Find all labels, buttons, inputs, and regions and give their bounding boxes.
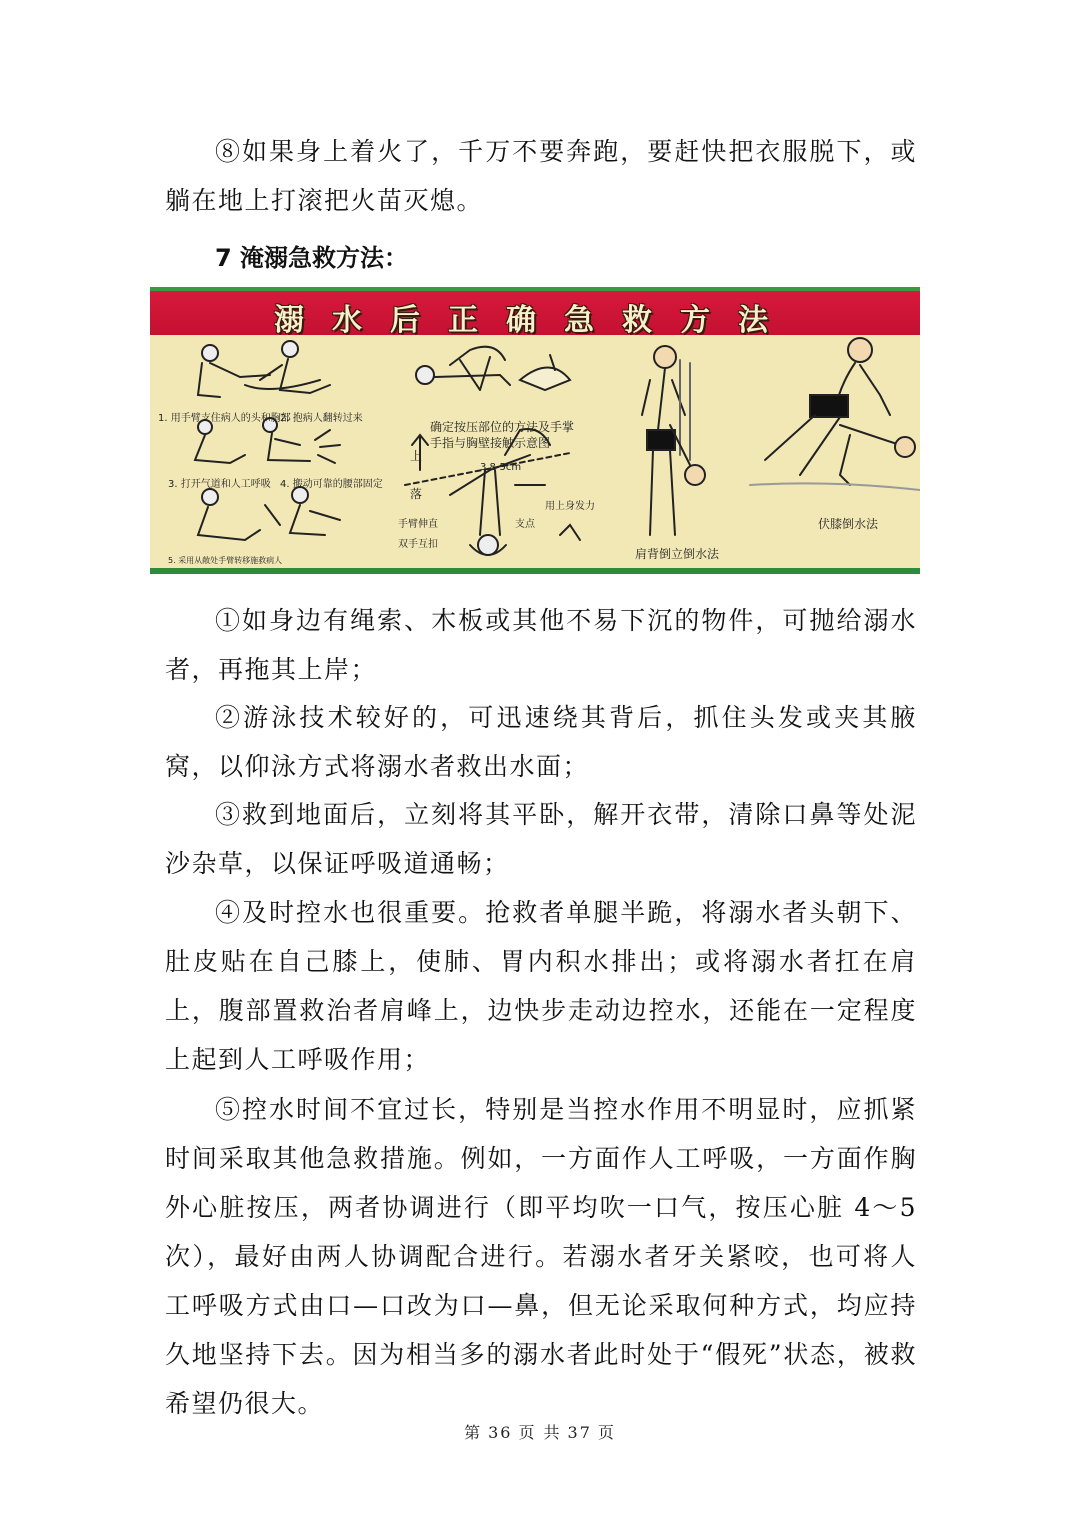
poster-illustrations	[150, 335, 920, 568]
caption-press-method: 确定按压部位的方法及手掌手指与胸壁接触示意图	[430, 420, 575, 450]
section-heading: 7 淹溺急救方法：	[215, 244, 409, 272]
footer-prefix: 第	[464, 1423, 483, 1442]
rescue-figure-1	[198, 341, 330, 397]
rescue-figure-3	[198, 487, 340, 540]
paragraph-step-5: ⑤控水时间不宜过长，特别是当控水作用不明显时，应抓紧时间采取其他急救措施。例如，一方面作人工呼吸，一方面作胸外心脏按压，两者协调进行（即平均吹一口气，按压心脏 4～5 次），最好由两人协调配合进行。若溺水者牙关紧咬，也可将人工呼吸方式由口—口改为口—鼻，但无论采取何种方式，均应持久地坚持下去。因为相当多的溺水者此时处于“假死”状态，被救希望仍很大。	[165, 1095, 917, 1418]
footer-current-page: 36	[488, 1423, 513, 1442]
footer-total-pages: 37	[567, 1423, 592, 1442]
paragraph-step-2: ②游泳技术较好的，可迅速绕其背后，抓住头发或夹其腋窝，以仰泳方式将溺水者救出水面；	[165, 703, 917, 781]
label-hands: 双手互扣	[398, 539, 438, 550]
poster-title: 溺水后正确急救方法	[274, 303, 796, 338]
caption-knee-method: 伏膝倒水法	[818, 517, 879, 531]
shoulder-method-figure	[642, 346, 705, 535]
rescue-poster	[150, 287, 920, 574]
poster-title-band	[150, 287, 920, 338]
paragraph-fire: ⑧如果身上着火了，千万不要奔跑，要赶快把衣服脱下，或躺在地上打滚把火苗灭熄。	[165, 137, 917, 215]
footer-mid: 页 共	[518, 1423, 562, 1442]
caption-step-2: 2. 抱病人翻转过来	[280, 413, 363, 424]
caption-step-3: 3. 打开气道和人工呼吸	[168, 479, 271, 490]
paragraph-step-1: ①如身边有绳索、木板或其他不易下沉的物件，可抛给溺水者，再拖其上岸；	[165, 606, 917, 684]
paragraph-step-3: ③救到地面后，立刻将其平卧，解开衣带，清除口鼻等处泥沙杂草，以保证呼吸道通畅；	[165, 800, 917, 878]
footer-suffix: 页	[597, 1423, 616, 1442]
paragraph-step-4: ④及时控水也很重要。抢救者单腿半跪，将溺水者头朝下、肚皮贴在自己膝上，使肺、胃内积水排出；或将溺水者扛在肩上，腹部置救治者肩峰上，边快步走动边控水，还能在一定程度上起到人工呼吸作用；	[165, 898, 917, 1074]
caption-step-5: 5. 采用从敞处手臂转移施救病人	[168, 556, 283, 565]
cpr-diagram-top	[416, 347, 570, 390]
rescue-figure-2	[195, 418, 340, 463]
caption-shoulder-method: 肩背倒立倒水法	[635, 547, 720, 561]
caption-step-4: 4. 搬动可靠的腰部固定	[280, 479, 383, 490]
label-down: 落	[410, 487, 423, 501]
caption-step-1: 1. 用手臂支住病人的头和胸部	[158, 413, 291, 424]
label-arm-straight: 手臂伸直	[398, 519, 438, 530]
label-depth: 3.8-5cm	[480, 462, 522, 473]
label-shoulder-force: 用上身发力	[545, 501, 595, 512]
label-up: 上	[410, 449, 423, 463]
label-fulcrum: 支点	[515, 519, 535, 530]
knee-method-figure	[750, 338, 920, 490]
page-footer	[0, 1420, 1080, 1443]
